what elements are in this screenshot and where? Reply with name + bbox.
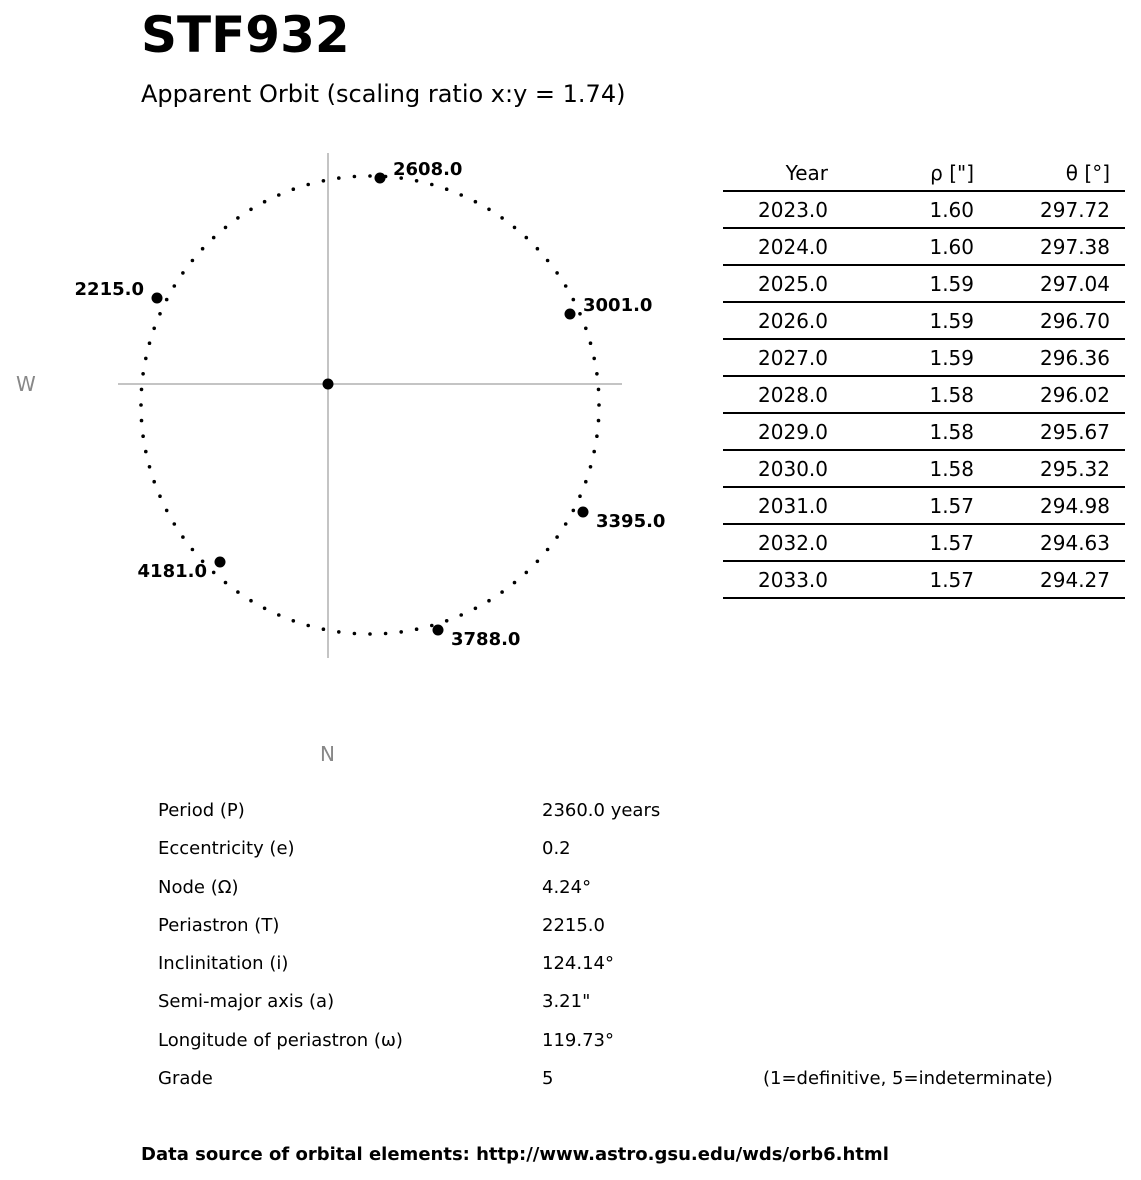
orbit-dot: [595, 372, 599, 376]
theta-cell: 294.98: [989, 487, 1125, 524]
orbit-dot: [141, 372, 145, 376]
element-label: Node (Ω): [158, 876, 239, 898]
table-row: [723, 524, 1125, 561]
rho-cell: 1.58: [843, 413, 989, 450]
orbit-dot: [263, 200, 267, 204]
element-label: Periastron (T): [158, 914, 280, 936]
orbit-dot: [487, 208, 491, 212]
element-row: [158, 834, 1118, 872]
orbit-dot: [277, 193, 281, 197]
orbit-dot: [144, 357, 148, 361]
orbit-dot: [597, 388, 601, 392]
orbit-dot: [546, 548, 550, 552]
orbit-dot: [165, 298, 169, 302]
orbit-dot: [140, 388, 144, 392]
orbit-dot: [263, 607, 267, 611]
theta-cell: 296.02: [989, 376, 1125, 413]
year-cell: 2033.0: [723, 561, 843, 598]
element-row: [158, 1064, 1118, 1102]
orbit-dot: [337, 176, 341, 180]
orbit-dot: [513, 581, 517, 585]
orbit-dot: [165, 509, 169, 513]
compass-north-label: N: [320, 742, 335, 766]
orbit-dot: [337, 630, 341, 634]
orbit-dot: [191, 259, 195, 263]
element-label: Grade: [158, 1068, 213, 1090]
orbit-dot: [564, 522, 568, 526]
element-value: 3.21": [542, 991, 591, 1013]
theta-cell: 297.72: [989, 191, 1125, 228]
orbital-elements: [158, 796, 1118, 1102]
orbit-dot: [249, 208, 253, 212]
orbit-dot: [597, 419, 601, 423]
orbit-dot: [292, 187, 296, 191]
year-cell: 2027.0: [723, 339, 843, 376]
element-row: [158, 1026, 1118, 1064]
orbit-dot: [139, 403, 143, 407]
orbit-dot: [148, 341, 152, 345]
orbit-dot: [555, 535, 559, 539]
orbit-dot: [589, 465, 593, 469]
element-label: Inclinitation (i): [158, 953, 289, 975]
orbit-dot: [592, 450, 596, 454]
orbit-dot: [525, 236, 529, 240]
column-header-theta: θ [°]: [989, 156, 1125, 191]
element-row: [158, 873, 1118, 911]
orbit-dot: [140, 419, 144, 423]
orbit-point-marker: [215, 557, 226, 568]
element-value: 4.24°: [542, 876, 592, 898]
element-row: [158, 949, 1118, 987]
element-value: 2215.0: [542, 914, 605, 936]
element-row: [158, 987, 1118, 1025]
ephemeris-header-row: [723, 156, 1125, 191]
orbit-dot: [597, 403, 601, 407]
year-cell: 2031.0: [723, 487, 843, 524]
orbit-point-marker: [375, 173, 386, 184]
orbit-dot: [236, 590, 240, 594]
theta-cell: 297.04: [989, 265, 1125, 302]
orbit-dot: [181, 535, 185, 539]
orbit-dot: [368, 632, 372, 636]
element-row: [158, 911, 1118, 949]
orbit-dot: [249, 599, 253, 603]
orbit-dot: [173, 284, 177, 288]
orbit-dot: [445, 187, 449, 191]
orbit-dot: [536, 247, 540, 251]
orbit-dot: [152, 327, 156, 331]
rho-cell: 1.59: [843, 265, 989, 302]
orbit-dot: [353, 175, 357, 179]
orbit-dot: [141, 434, 145, 438]
element-note: (1=definitive, 5=indeterminate): [763, 1068, 1053, 1090]
orbit-dot: [144, 450, 148, 454]
year-cell: 2026.0: [723, 302, 843, 339]
table-row: [723, 302, 1125, 339]
element-value: 119.73°: [542, 1029, 614, 1051]
orbit-dot: [525, 571, 529, 575]
orbit-dot: [474, 607, 478, 611]
orbit-dot: [201, 247, 205, 251]
theta-cell: 296.36: [989, 339, 1125, 376]
orbit-dot: [459, 193, 463, 197]
orbit-plot: [0, 0, 700, 780]
theta-cell: 297.38: [989, 228, 1125, 265]
rho-cell: 1.58: [843, 376, 989, 413]
orbit-dot: [592, 357, 596, 361]
orbit-dot: [555, 271, 559, 275]
element-row: [158, 796, 1118, 834]
orbit-dot: [500, 590, 504, 594]
orbit-dot: [584, 480, 588, 484]
rho-cell: 1.60: [843, 191, 989, 228]
chart-subtitle: Apparent Orbit (scaling ratio x:y = 1.74): [141, 80, 626, 108]
orbit-point-label: 3788.0: [451, 629, 521, 650]
orbit-point-marker: [578, 507, 589, 518]
rho-cell: 1.57: [843, 561, 989, 598]
rho-cell: 1.60: [843, 228, 989, 265]
orbit-point-label: 2608.0: [393, 159, 463, 180]
orbit-dot: [306, 624, 310, 628]
orbit-dot: [430, 183, 434, 187]
orbit-dot: [546, 259, 550, 263]
table-row: [723, 228, 1125, 265]
orbit-dot: [430, 624, 434, 628]
orbit-points: [75, 159, 666, 650]
orbit-dot: [181, 271, 185, 275]
table-row: [723, 265, 1125, 302]
orbit-dot: [578, 494, 582, 498]
orbit-dot: [589, 341, 593, 345]
primary-star-marker: [323, 379, 334, 390]
table-row: [723, 191, 1125, 228]
orbit-point-label: 2215.0: [74, 279, 144, 300]
orbit-dot: [474, 200, 478, 204]
orbit-dot: [292, 619, 296, 623]
orbit-dot: [236, 216, 240, 220]
year-cell: 2025.0: [723, 265, 843, 302]
orbit-dot: [500, 216, 504, 220]
orbit-dot: [487, 599, 491, 603]
orbit-point-marker: [433, 625, 444, 636]
orbit-point-marker: [565, 309, 576, 320]
orbit-dot: [584, 327, 588, 331]
chart-title: STF932: [141, 6, 350, 64]
table-row: [723, 376, 1125, 413]
year-cell: 2029.0: [723, 413, 843, 450]
orbit-point-marker: [152, 293, 163, 304]
orbit-dot: [158, 494, 162, 498]
orbit-dot: [277, 613, 281, 617]
element-label: Period (P): [158, 800, 245, 821]
column-header-rho: ρ ["]: [843, 156, 989, 191]
data-source-note: Data source of orbital elements: http://www.astro.gsu.edu/wds/orb6.html: [141, 1144, 889, 1165]
theta-cell: 295.67: [989, 413, 1125, 450]
orbit-dot: [399, 630, 403, 634]
orbit-dot: [595, 434, 599, 438]
orbit-dot: [368, 174, 372, 178]
orbit-dot: [459, 613, 463, 617]
rho-cell: 1.58: [843, 450, 989, 487]
rho-cell: 1.59: [843, 339, 989, 376]
theta-cell: 296.70: [989, 302, 1125, 339]
orbit-dot: [322, 179, 326, 183]
element-value: 0.2: [542, 838, 571, 860]
year-cell: 2028.0: [723, 376, 843, 413]
orbit-dot: [578, 312, 582, 316]
table-row: [723, 487, 1125, 524]
element-label: Longitude of periastron (ω): [158, 1029, 403, 1051]
orbit-dot: [306, 183, 310, 187]
orbit-dot: [445, 619, 449, 623]
year-cell: 2024.0: [723, 228, 843, 265]
table-row: [723, 413, 1125, 450]
orbit-dot: [152, 480, 156, 484]
orbit-dots: [139, 174, 601, 636]
orbit-dot: [536, 560, 540, 564]
orbit-dot: [564, 284, 568, 288]
ephemeris-body: [723, 191, 1125, 598]
orbit-dot: [148, 465, 152, 469]
orbit-dot: [572, 509, 576, 513]
element-value: 124.14°: [542, 953, 614, 975]
orbit-dot: [191, 548, 195, 552]
year-cell: 2023.0: [723, 191, 843, 228]
orbit-dot: [224, 226, 228, 230]
orbit-dot: [173, 522, 177, 526]
theta-cell: 295.32: [989, 450, 1125, 487]
element-value: 5: [542, 1068, 554, 1090]
rho-cell: 1.59: [843, 302, 989, 339]
orbit-point-label: 4181.0: [137, 561, 207, 582]
year-cell: 2030.0: [723, 450, 843, 487]
orbit-dot: [212, 571, 216, 575]
orbit-dot: [224, 581, 228, 585]
orbit-dot: [572, 298, 576, 302]
ephemeris-table: [723, 156, 1125, 599]
table-row: [723, 339, 1125, 376]
rho-cell: 1.57: [843, 487, 989, 524]
orbit-dot: [322, 627, 326, 631]
column-header-year: Year: [723, 156, 843, 191]
orbit-dot: [353, 632, 357, 636]
orbit-dot: [158, 312, 162, 316]
rho-cell: 1.57: [843, 524, 989, 561]
table-row: [723, 561, 1125, 598]
year-cell: 2032.0: [723, 524, 843, 561]
element-label: Semi-major axis (a): [158, 991, 335, 1013]
compass-west-label: W: [16, 372, 36, 396]
orbit-dot: [212, 236, 216, 240]
orbit-dot: [384, 632, 388, 636]
orbit-point-label: 3395.0: [596, 511, 666, 532]
element-value: 2360.0 years: [542, 800, 661, 821]
orbit-dot: [513, 226, 517, 230]
orbit-point-label: 3001.0: [583, 295, 653, 316]
table-row: [723, 450, 1125, 487]
element-label: Eccentricity (e): [158, 838, 295, 860]
orbit-dot: [415, 627, 419, 631]
theta-cell: 294.27: [989, 561, 1125, 598]
theta-cell: 294.63: [989, 524, 1125, 561]
